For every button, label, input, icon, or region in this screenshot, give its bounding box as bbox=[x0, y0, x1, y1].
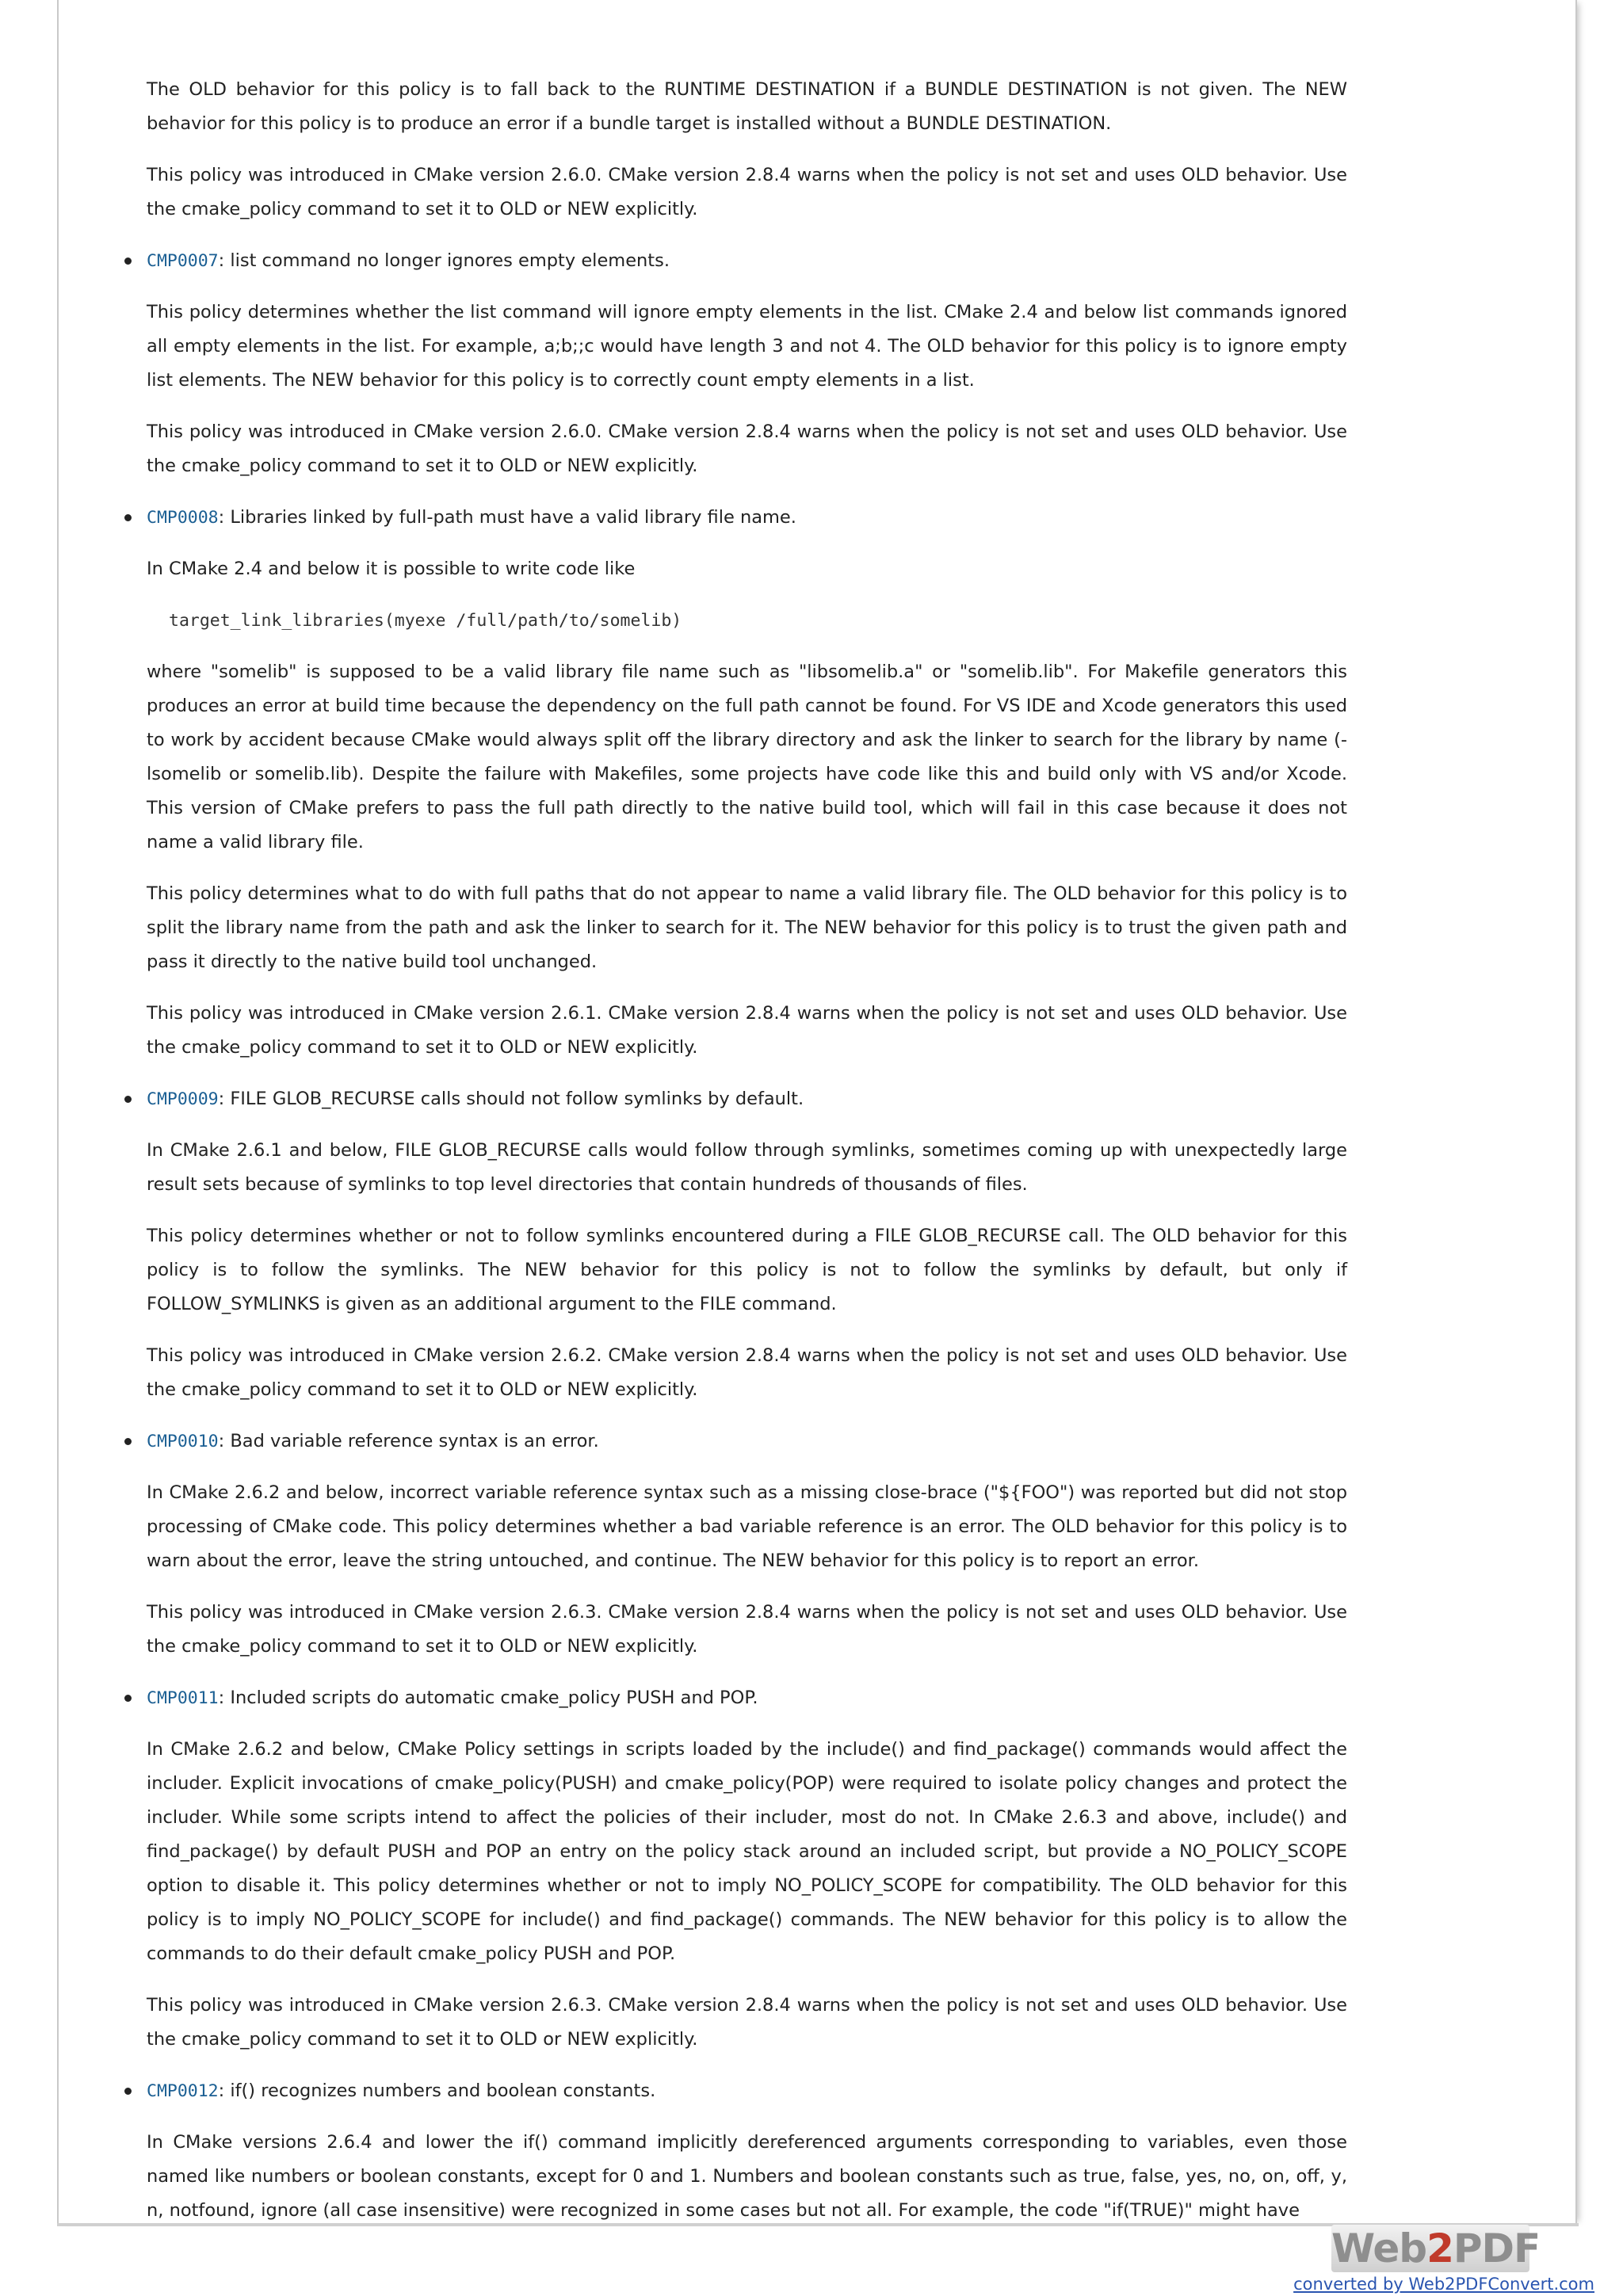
policy-paragraph: This policy was introduced in CMake version 2.6.1. CMake version 2.8.4 warns when the policy is not set and uses OLD behavior. Use the cmake_policy command to set it to OLD or NEW explicitly. bbox=[147, 1003, 1347, 1058]
policy-heading bbox=[147, 2074, 1347, 2108]
policy-paragraph: This policy was introduced in CMake version 2.6.2. CMake version 2.8.4 warns when the policy is not set and uses OLD behavior. Use the cmake_policy command to set it to OLD or NEW explicitly. bbox=[147, 1345, 1347, 1400]
policy-summary: : FILE GLOB_RECURSE calls should not follow symlinks by default. bbox=[218, 1089, 804, 1109]
policy-link[interactable]: CMP0010 bbox=[147, 1432, 219, 1451]
policy-paragraph: In CMake versions 2.6.4 and lower the if() command implicitly dereferenced arguments corresponding to variables, even those named like numbers or boolean constants, except for 0 and 1. Numbers and boolean constants such as true, false, yes, no, on, off, y, n, notfound, ignore (all case insensitive) were recognized in some cases but not all. For example, the code "if(TRUE)" might have bbox=[147, 2132, 1347, 2221]
web2pdf-logo: Web2PDF bbox=[1331, 2225, 1541, 2271]
policy-link[interactable]: CMP0012 bbox=[147, 2081, 219, 2101]
bullet-icon bbox=[124, 1096, 132, 1103]
policy-heading bbox=[147, 1681, 1347, 1715]
intro-paragraph: The OLD behavior for this policy is to fall back to the RUNTIME DESTINATION if a BUNDLE DESTINATION is not given. The NEW behavior for this policy is to produce an error if a bundle target is installed without a BUNDLE DESTINATION. bbox=[147, 79, 1347, 134]
policy-paragraph: where "somelib" is supposed to be a valid library file name such as "libsomelib.a" or "somelib.lib". For Makefile generators this produces an error at build time because the dependency on the full path cannot be found. For VS IDE and Xcode generators this used to work by accident because CMake would always split off the library directory and ask the linker to search for the library by name (-lsomelib or somelib.lib). Despite the failure with Makefiles, some projects have code like this and build only with VS and/or Xcode. This version of CMake prefers to pass the full path directly to the native build tool, which will fail in this case because it does not name a valid library file. bbox=[147, 662, 1347, 852]
bullet-icon bbox=[124, 2088, 132, 2095]
policy-summary: : Included scripts do automatic cmake_policy PUSH and POP. bbox=[218, 1688, 758, 1708]
policy-heading bbox=[147, 1082, 1347, 1116]
policy-link[interactable]: CMP0008 bbox=[147, 508, 219, 528]
policy-paragraph: This policy determines whether the list command will ignore empty elements in the list. CMake 2.4 and below list commands ignored all empty elements in the list. For example, a;b;;c would have length 3 and not 4. The OLD behavior for this policy is to ignore empty list elements. The NEW behavior for this policy is to correctly count empty elements in a list. bbox=[147, 302, 1347, 391]
policy-summary: : Bad variable reference syntax is an error. bbox=[218, 1431, 599, 1451]
policy-link[interactable]: CMP0011 bbox=[147, 1688, 219, 1708]
policy-summary: : if() recognizes numbers and boolean constants. bbox=[218, 2081, 656, 2101]
policy-heading bbox=[147, 244, 1347, 278]
policy-paragraph: This policy determines what to do with full paths that do not appear to name a valid library file. The OLD behavior for this policy is to split the library name from the path and ask the linker to search for it. The NEW behavior for this policy is to trust the given path and pass it directly to the native build tool unchanged. bbox=[147, 883, 1347, 972]
policy-link[interactable]: CMP0009 bbox=[147, 1089, 219, 1109]
policy-cmp0011 bbox=[147, 1681, 1347, 2057]
document-body bbox=[147, 73, 1347, 2245]
bullet-icon bbox=[124, 1438, 132, 1445]
converter-link[interactable]: converted by Web2PDFConvert.com bbox=[1293, 2275, 1594, 2294]
code-sample: target_link_libraries(myexe /full/path/to/somelib) bbox=[169, 611, 682, 631]
policy-paragraph: In CMake 2.6.1 and below, FILE GLOB_RECURSE calls would follow through symlinks, sometimes coming up with unexpectedly large result sets because of symlinks to top level directories that contain hundreds of thousands of files. bbox=[147, 1140, 1347, 1195]
policy-heading bbox=[147, 501, 1347, 535]
policy-paragraph: This policy was introduced in CMake version 2.6.3. CMake version 2.8.4 warns when the policy is not set and uses OLD behavior. Use the cmake_policy command to set it to OLD or NEW explicitly. bbox=[147, 1995, 1347, 2050]
policy-cmp0008 bbox=[147, 501, 1347, 1065]
policy-cmp0012 bbox=[147, 2074, 1347, 2228]
policy-cmp0010 bbox=[147, 1425, 1347, 1664]
policy-paragraph: In CMake 2.6.2 and below, CMake Policy settings in scripts loaded by the include() and find_package() commands would affect the includer. Explicit invocations of cmake_policy(PUSH) and cmake_policy(POP) were required to isolate policy changes and protect the includer. While some scripts intend to affect the policies of their includer, most do not. In CMake 2.6.3 and above, include() and find_package() by default PUSH and POP an entry on the policy stack around an included script, but provide a NO_POLICY_SCOPE option to disable it. This policy determines whether or not to imply NO_POLICY_SCOPE for compatibility. The OLD behavior for this policy is to imply NO_POLICY_SCOPE for include() and find_package() commands. The NEW behavior for this policy is to allow the commands to do their default cmake_policy PUSH and POP. bbox=[147, 1739, 1347, 1964]
policy-link[interactable]: CMP0007 bbox=[147, 251, 219, 271]
policy-summary: : Libraries linked by full-path must have a valid library file name. bbox=[218, 507, 796, 528]
bullet-icon bbox=[124, 514, 132, 521]
bullet-icon bbox=[124, 1695, 132, 1702]
policy-heading bbox=[147, 1425, 1347, 1459]
policy-paragraph: This policy was introduced in CMake version 2.6.3. CMake version 2.8.4 warns when the policy is not set and uses OLD behavior. Use the cmake_policy command to set it to OLD or NEW explicitly. bbox=[147, 1602, 1347, 1657]
intro-paragraph: This policy was introduced in CMake version 2.6.0. CMake version 2.8.4 warns when the policy is not set and uses OLD behavior. Use the cmake_policy command to set it to OLD or NEW explicitly. bbox=[147, 165, 1347, 219]
policy-cmp0009 bbox=[147, 1082, 1347, 1407]
policy-summary: : list command no longer ignores empty elements. bbox=[218, 250, 670, 271]
bullet-icon bbox=[124, 257, 132, 265]
policy-paragraph: This policy was introduced in CMake version 2.6.0. CMake version 2.8.4 warns when the policy is not set and uses OLD behavior. Use the cmake_policy command to set it to OLD or NEW explicitly. bbox=[147, 421, 1347, 476]
policy-paragraph: This policy determines whether or not to follow symlinks encountered during a FILE GLOB_RECURSE call. The OLD behavior for this policy is to follow the symlinks. The NEW behavior for this policy is not to follow the symlinks by default, but only if FOLLOW_SYMLINKS is given as an additional argument to the FILE command. bbox=[147, 1226, 1347, 1314]
policy-paragraph: In CMake 2.4 and below it is possible to write code like bbox=[147, 559, 636, 579]
policy-paragraph: In CMake 2.6.2 and below, incorrect variable reference syntax such as a missing close-brace ("${FOO") was reported but did not stop processing of CMake code. This policy determines whether a bad variable reference is an error. The OLD behavior for this policy is to warn about the error, leave the string untouched, and continue. The NEW behavior for this policy is to report an error. bbox=[147, 1482, 1347, 1571]
policy-cmp0007 bbox=[147, 244, 1347, 483]
